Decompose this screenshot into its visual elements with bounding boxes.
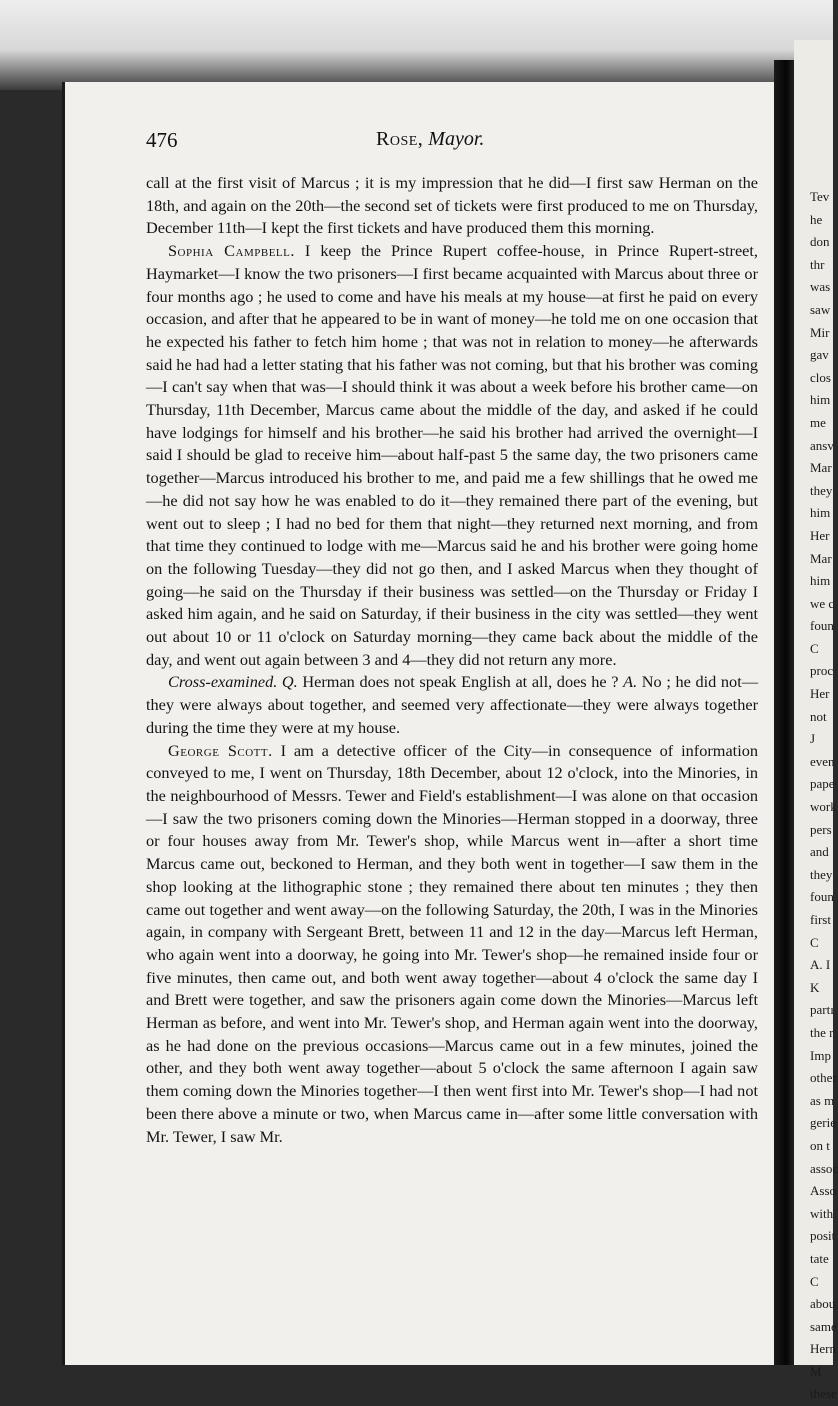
right-page-fragment: posit — [810, 1228, 836, 1244]
right-page-fragment: we c — [810, 595, 835, 611]
right-page-fragment: me — [810, 414, 826, 430]
question-text: Herman does not speak English at all, does he ? — [297, 672, 624, 692]
right-page-fragment: and — [810, 844, 829, 860]
right-page-fragment: Hern — [810, 1341, 836, 1357]
right-page-fragment: gav — [810, 347, 829, 363]
book-gutter — [774, 60, 794, 1365]
right-page-fragment: on t — [810, 1137, 830, 1153]
right-page-fragment: him — [810, 573, 831, 589]
right-page-fragment: they — [810, 866, 833, 882]
right-page-fragment: Asso — [810, 1183, 837, 1199]
page-number: 476 — [146, 128, 178, 152]
right-page-fragment: clos — [810, 369, 831, 385]
right-page-fragment: gerie — [810, 1115, 836, 1131]
right-page-fragment: C — [810, 934, 819, 950]
right-page-fragment: assoc — [810, 1160, 838, 1176]
right-page-fragment: was — [810, 279, 831, 295]
witness-name: George Scott. — [168, 740, 273, 760]
right-page-fragment: C — [810, 1273, 819, 1289]
paragraph-cross-examined — [146, 671, 758, 739]
testimony-text: I keep the Prince Rupert coffee-house, in Prince Rupert-street, Haymarket—I know the two prisoners—I first became acquainted with Marcus about three or four months ago ; he used to come and have his meals at my house—at first he paid on every occasion, and after that he appeared to be in want of money—he told me on one occasion that he expected his father to fetch him home ; that was not in relation to money—he afterwards said he had had a letter stating that his father was not coming, but that his brother was coming—I can't say when that was—I should think it was about a week before his brother came—on Thursday, 11th December, Marcus came about the middle of the day, and asked if he could have lodgings for himself and his brother—he said his brother had arrived the overnight—I said I should be glad to receive him—about half-past 5 the same day, the two prisoners came together—Marcus introduced his brother to me, and paid me a few shillings that he owed me—he did not say how he was enabled to do it—they remained there part of the evening, but went out to sleep ; I had no bed for them that night—they returned next morning, and from that time they continued to lodge with me—Marcus said he and his brother were going home on the following Tuesday—they did not go then, and I asked Marcus when they thought of going—he said on the Thursday if their business was settled—on the Thursday or Friday I asked him again, and he said on Saturday, if their business in the city was settled—they went out about 10 or 11 o'clock on Saturday morning—they came back about the middle of the day, and went out again between 3 and 4—they did not return any more. — [146, 241, 758, 669]
witness-name: Sophia Campbell. — [168, 241, 295, 261]
right-page-fragment: thr — [810, 256, 825, 272]
paragraph-1: call at the first visit of Marcus ; it is my impression that he did—I first saw Herman on the 18th, and again on the 20th—the second set of tickets were first produced to me on Thursday, December 11th—I kept the first tickets and have produced them this morning. — [146, 173, 758, 238]
right-page-fragment: him — [810, 505, 831, 521]
right-page-fragment: Mar — [810, 460, 832, 476]
question-marker: Q. — [281, 672, 298, 692]
running-head-name: Rose, — [376, 128, 424, 150]
right-page-fragment: C — [810, 640, 819, 656]
right-page-fragment: M — [810, 1363, 822, 1379]
right-page-fragment: ansv — [810, 437, 834, 453]
right-page-fragment: Mir — [810, 324, 830, 340]
right-page-fragment: Tev — [810, 189, 830, 204]
right-page-fragment: these — [810, 1386, 837, 1402]
cross-examined-label: Cross-examined. — [168, 672, 278, 692]
right-page-fragment: not — [810, 708, 827, 724]
right-page-fragment: abou — [810, 1296, 836, 1312]
right-page-fragment: saw — [810, 301, 831, 317]
page-body — [146, 172, 758, 1148]
scan-background-top — [0, 0, 833, 90]
right-page-fragment: foun — [810, 618, 834, 634]
answer-text: No ; he did not—they were always about together, and seemed very affectionate—they were always together during the time they were at my house. — [146, 672, 758, 737]
right-page-fragment: don — [810, 234, 830, 250]
testimony-text: I am a detective officer of the City—in consequence of information conveyed to me, I went on Thursday, 18th December, about 12 o'clock, into the Minories, in the neighbourhood of Messrs. Tewer and Field's establishment—I was alone on that occasion—I saw the two prisoners coming down the Minories—Herman stopped in a doorway, three or four houses away from Mr. Tewer's shop, while Marcus went in—after a short time Marcus came out, beckoned to Herman, and they both went in together—I saw them in the shop looking at the lithographic stone ; they remained there about ten minutes ; they then came out together and went away—on the following Saturday, the 20th, I was in the Minories again, in company with Sergeant Brett, between 11 and 12 in the day—Marcus left Herman, who again went into a doorway, he going into Mr. Tewer's shop—he remained inside four or five minutes, then came out, and both went away together—about 4 o'clock the same day I and Brett were together, and saw the prisoners again come down the Minories—Marcus left Herman as before, and went into Mr. Tewer's shop, and Herman again went into the doorway, as he had done on the previous occasions—Marcus came out in a few minutes, joined the other, and they both went away together—about 5 o'clock the same afternoon I again saw them coming down the Minories together—I then went first into Mr. Tewer's shop—I had not been there above a minute or two, when Marcus came in—after some little conversation with Mr. Tewer, I saw Mr. — [146, 740, 758, 1146]
right-page-fragment: pape — [810, 776, 835, 792]
page-header — [146, 128, 758, 158]
right-page-fragment: tate — [810, 1250, 829, 1266]
right-page-fragment: proc — [810, 663, 834, 679]
right-page-fragment: first — [810, 912, 831, 927]
right-page-fragment: work — [810, 799, 837, 815]
right-page-fragment: K — [810, 979, 820, 995]
right-page-fragment: even — [810, 753, 835, 769]
right-page-fragment: pers — [810, 821, 832, 837]
right-page-fragment: he — [810, 211, 823, 227]
right-page-fragment: partı — [810, 1002, 834, 1018]
right-page-fragment: as m — [810, 1092, 835, 1108]
right-page-fragment: the r — [810, 1024, 834, 1040]
right-page-fragments — [810, 186, 838, 1406]
right-page-fragment: same — [810, 1318, 837, 1334]
right-page-fragment: Imp — [810, 1047, 831, 1063]
right-page-fragment: Mar — [810, 550, 832, 566]
right-page-fragment: foun — [810, 889, 834, 905]
paragraph-scott — [146, 740, 758, 1149]
right-page-fragment: J — [810, 731, 816, 747]
right-page-fragment: they — [810, 482, 833, 498]
right-page-fragment: Her — [810, 527, 830, 543]
running-head — [376, 128, 484, 151]
right-page-fragment: him — [810, 392, 831, 408]
right-page-fragment: Her — [810, 686, 830, 702]
running-head-title: Mayor. — [428, 128, 485, 150]
paragraph-campbell — [146, 240, 758, 671]
answer-marker: A. — [623, 672, 638, 692]
right-page-fragment: A. I — [810, 957, 831, 973]
right-page-fragment: other — [810, 1070, 837, 1086]
right-page-fragment: with — [810, 1205, 834, 1221]
